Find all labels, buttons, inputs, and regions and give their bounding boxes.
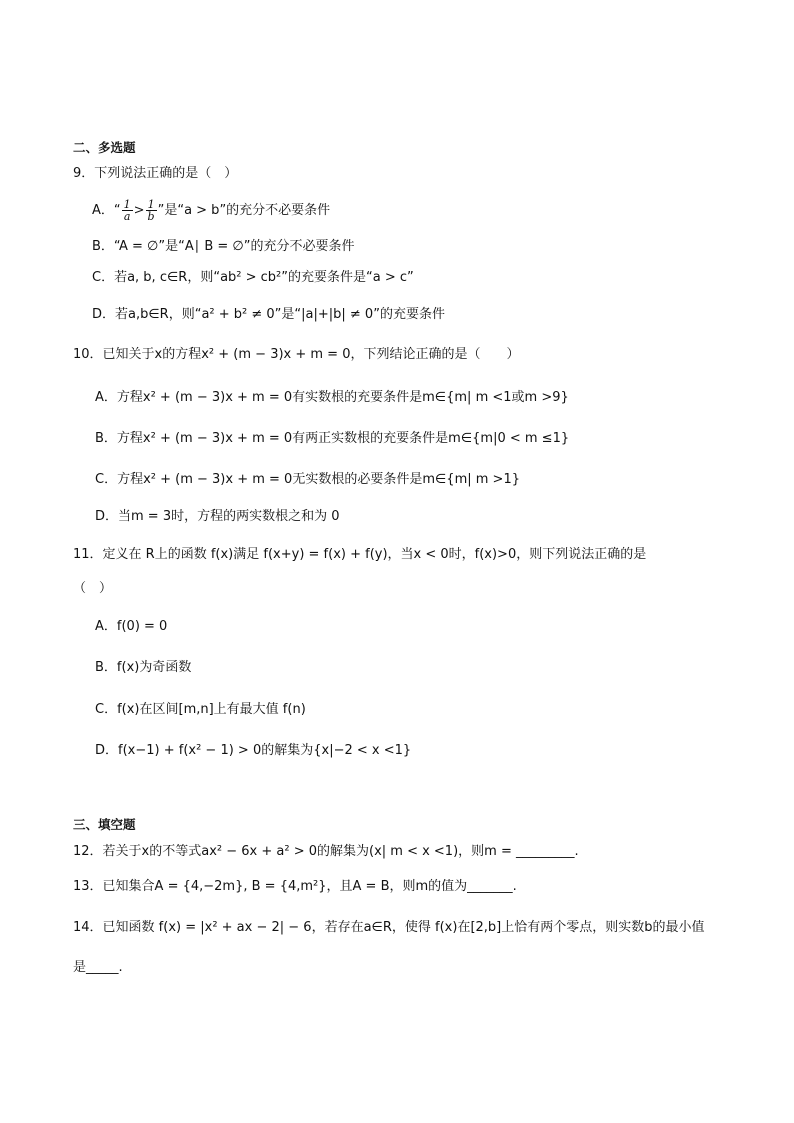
- question-10-option-c: C．方程x² + (m − 3)x + m = 0无实数根的必要条件是m∈{m| m >1}: [95, 472, 520, 487]
- question-9-option-a: [92, 199, 330, 223]
- question-10-stem: 10．已知关于x的方程x² + (m − 3)x + m = 0，下列结论正确的是（ ）: [73, 347, 520, 362]
- question-10-option-b: B．方程x² + (m − 3)x + m = 0有两正实数根的充要条件是m∈{m|0 < m ≤1}: [95, 431, 570, 446]
- question-10-option-d: D．当m = 3时，方程的两实数根之和为 0: [95, 509, 340, 524]
- question-14-continuation: 是_____.: [73, 960, 123, 975]
- option-a-prefix: A．“: [92, 203, 121, 218]
- question-11-answer-bracket: （ ）: [73, 581, 113, 596]
- question-9-option-c: C．若a, b, c∈R，则“ab² > cb²”的充要条件是“a > c”: [92, 270, 414, 285]
- section-title-fill-in: 三、填空题: [73, 817, 136, 832]
- fraction-one-over-a: $\frac{1}{a}$: [123, 198, 131, 223]
- fraction-one-over-b: $\frac{1}{b}$: [147, 198, 155, 223]
- greater-than-sign: >: [133, 203, 145, 218]
- question-9-stem: 9．下列说法正确的是（ ）: [73, 166, 238, 181]
- question-11-option-c: C．f(x)在区间[m,n]上有最大值 f(n): [95, 702, 306, 717]
- question-10-option-a: A．方程x² + (m − 3)x + m = 0有实数根的充要条件是m∈{m| m <1或m >9}: [95, 390, 569, 405]
- question-11-stem: 11．定义在 R上的函数 f(x)满足 f(x+y) = f(x) + f(y)，当x < 0时，f(x)>0，则下列说法正确的是: [73, 547, 647, 562]
- question-13: 13．已知集合A = {4,−2m}, B = {4,m²}，且A = B，则m的值为_______.: [73, 879, 517, 894]
- question-11-option-b: B．f(x)为奇函数: [95, 660, 192, 675]
- question-9-option-b: B．“A = ∅”是“A∣ B = ∅”的充分不必要条件: [92, 239, 355, 254]
- question-11-option-d: D．f(x−1) + f(x² − 1) > 0的解集为{x|−2 < x <1}: [95, 743, 412, 758]
- question-11-option-a: A．f(0) = 0: [95, 619, 168, 634]
- option-a-rest: ”是“a > b”的充分不必要条件: [157, 203, 331, 218]
- question-9-option-d: D．若a,b∈R，则“a² + b² ≠ 0”是“|a|+|b| ≠ 0”的充要条件: [92, 307, 445, 322]
- section-title-multiple-choice: 二、多选题: [73, 140, 136, 155]
- question-12: 12．若关于x的不等式ax² − 6x + a² > 0的解集为(x| m < x <1)，则m = _________.: [73, 844, 579, 859]
- question-14: 14．已知函数 f(x) = |x² + ax − 2| − 6，若存在a∈R，使得 f(x)在[2,b]上恰有两个零点，则实数b的最小值: [73, 920, 705, 935]
